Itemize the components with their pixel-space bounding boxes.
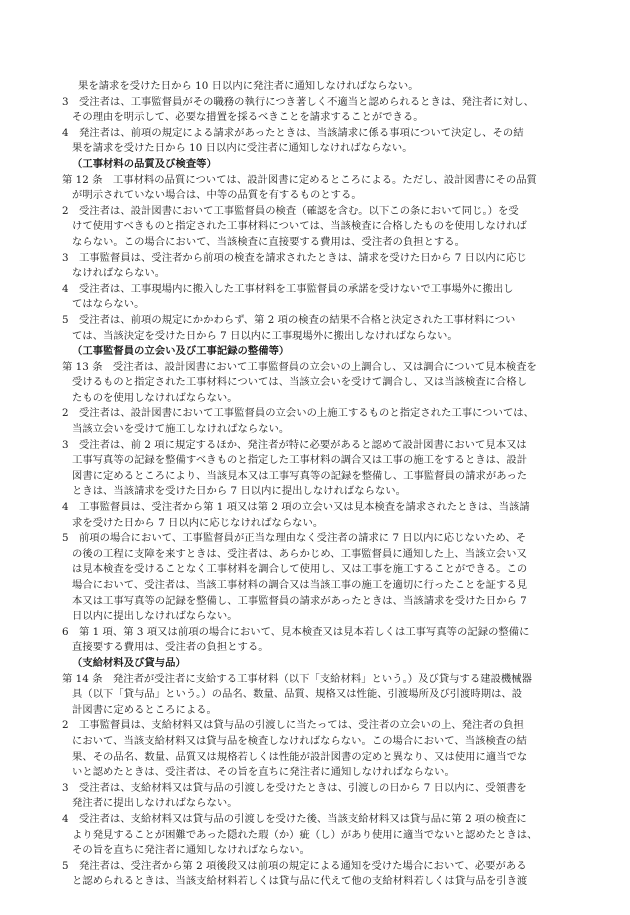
text-line: 4 工事監督員は、受注者から第 1 項又は第 2 項の立会い又は見本検査を請求されたときは、当該請 <box>62 501 530 514</box>
text-line: 受けるものと指定された工事材料については、当該立会いを受けて調合し、又は当該検査に合格し <box>72 376 528 389</box>
text-line: 果を請求を受けた日から 10 日以内に受注者に通知しなければならない。 <box>72 142 413 155</box>
text-line: 発注者に提出しなければならない。 <box>72 797 238 810</box>
text-line: 4 発注者は、前項の規定による請求があったときは、当該請求に係る事項について決定し、その結 <box>62 126 524 139</box>
text-line: の後の工程に支障を来すときは、受注者は、あらかじめ、工事監督員に通知した上、当該立会い又 <box>72 547 527 560</box>
section-heading: （支給材料及び貸与品） <box>72 656 186 669</box>
text-line: てはならない。 <box>72 298 145 311</box>
text-line: 図書に定めるところにより、当該見本又は工事写真等の記録を整備し、工事監督員の請求があった <box>72 469 528 482</box>
text-line: 求を受けた日から 7 日以内に応じなければならない。 <box>72 516 324 529</box>
text-line: 計図書に定めるところによる。 <box>72 703 217 716</box>
text-line: 5 発注者は、受注者から第 2 項後段又は前項の規定による通知を受けた場合において、必要がある <box>62 859 527 872</box>
text-line: 3 受注者は、前 2 項に規定するほか、発注者が特に必要があると認めて設計図書において見本又は <box>62 438 527 451</box>
text-line: 2 受注者は、設計図書において工事監督員の検査（確認を含む。以下この条において同じ。）を受 <box>62 204 519 217</box>
contract-text-body <box>62 79 592 890</box>
text-line: 直接要する費用は、受注者の負担とする。 <box>72 641 269 654</box>
text-line: 果を請求を受けた日から 10 日以内に発注者に通知しなければならない。 <box>78 80 419 92</box>
text-line: 果、その品名、数量、品質又は規格若しくは性能が設計図書の定めと異なり、又は使用に適当でな <box>72 750 528 763</box>
text-line: 3 受注者は、支給材料又は貸与品の引渡しを受けたときは、引渡しの日から 7 日以内に、受領書を <box>62 781 527 794</box>
text-line: 第 13 条 受注者は、設計図書において工事監督員の立会いの上調合し、又は調合について見本検査を <box>62 360 537 373</box>
section-heading: （工事監督員の立会い及び工事記録の整備等） <box>72 345 290 358</box>
text-line: 4 受注者は、工事現場内に搬入した工事材料を工事監督員の承諾を受けないで工事場外に搬出し <box>62 282 514 295</box>
text-line: 2 受注者は、設計図書において工事監督員の立会いの上施工するものと指定された工事については、 <box>62 407 535 420</box>
text-line: 場合において、受注者は、当該工事材料の調合又は当該工事の施工を適切に行ったことを証する見 <box>72 579 528 591</box>
text-line: たものを使用しなければならない。 <box>72 391 238 404</box>
text-line: 具（以下「貸与品」という。）の品名、数量、品質、規格又は性能、引渡場所及び引渡時期は、設 <box>72 688 523 701</box>
text-line: ては、当該決定を受けた日から 7 日以内に工事現場外に搬出しなければならない。 <box>72 329 458 342</box>
text-line: において、当該支給材料又は貸与品を検査しなければならない。この場合において、当該検査の結 <box>72 734 527 747</box>
text-line: いと認めたときは、受注者は、その旨を直ちに発注者に通知しなければならない。 <box>72 766 455 779</box>
text-line: 4 受注者は、支給材料又は貸与品の引渡しを受けた後、当該支給材料又は貸与品に第 2 項の検査に <box>62 812 527 825</box>
text-line: 2 工事監督員は、支給材料又は貸与品の引渡しに当たっては、受注者の立会いの上、発注者の負担 <box>62 719 524 732</box>
text-line: は見本検査を受けることなく工事材料を調合して使用し、又は工事を施工することができる。この <box>72 563 528 576</box>
text-line: 3 工事監督員は、受注者から前項の検査を請求されたときは、請求を受けた日から 7 日以内に応じ <box>62 251 527 264</box>
text-line: 5 前項の場合において、工事監督員が正当な理由なく受注者の請求に 7 日以内に応じないため、そ <box>62 532 527 545</box>
text-line: が明示されていない場合は、中等の品質を有するものとする。 <box>72 189 362 202</box>
text-line: その旨を直ちに発注者に通知しなければならない。 <box>72 844 310 857</box>
text-line: 6 第 1 項、第 3 項又は前項の場合において、見本検査又は見本若しくは工事写真等の記録の整備に <box>62 625 530 638</box>
section-heading: （工事材料の品質及び検査等） <box>72 157 217 170</box>
text-line: 第 12 条 工事材料の品質については、設計図書に定めるところによる。ただし、設計図書にその品質 <box>62 173 537 186</box>
text-line: 3 受注者は、工事監督員がその職務の執行につき著しく不適当と認められるときは、発注者に対し、 <box>62 95 535 108</box>
text-line: 5 受注者は、前項の規定にかかわらず、第 2 項の検査の結果不合格と決定された工事材料につい <box>62 313 516 326</box>
text-line: 日以内に提出しなければならない。 <box>72 610 238 623</box>
text-line: と認められるときは、当該支給材料若しくは貸与品に代えて他の支給材料若しくは貸与品を引き渡 <box>72 875 528 888</box>
text-line: その理由を明示して、必要な措置を採るべきことを請求することができる。 <box>72 111 424 124</box>
text-line: 当該立会いを受けて施工しなければならない。 <box>72 423 290 436</box>
text-line: けて使用すべきものと指定された工事材料については、当該検査に合格したものを使用しなければ <box>72 220 527 233</box>
text-line: 工事写真等の記録を整備すべきものと指定した工事材料の調合又は工事の施工をするときは、設計 <box>72 454 528 467</box>
text-line: なければならない。 <box>72 267 166 280</box>
text-line: 本又は工事写真等の記録を整備し、工事監督員の請求があったときは、当該請求を受けた日から 7 <box>72 594 527 607</box>
text-line: ときは、当該請求を受けた日から 7 日以内に提出しなければならない。 <box>72 485 406 498</box>
text-line: ならない。この場合において、当該検査に直接要する費用は、受注者の負担とする。 <box>72 235 465 248</box>
text-line: より発見することが困難であった隠れた瑕（か）疵（し）があり使用に適当でないと認めたときは、 <box>72 828 538 841</box>
text-line: 第 14 条 発注者が受注者に支給する工事材料（以下「支給材料」という。）及び貸与する建設機械器 <box>62 672 532 685</box>
